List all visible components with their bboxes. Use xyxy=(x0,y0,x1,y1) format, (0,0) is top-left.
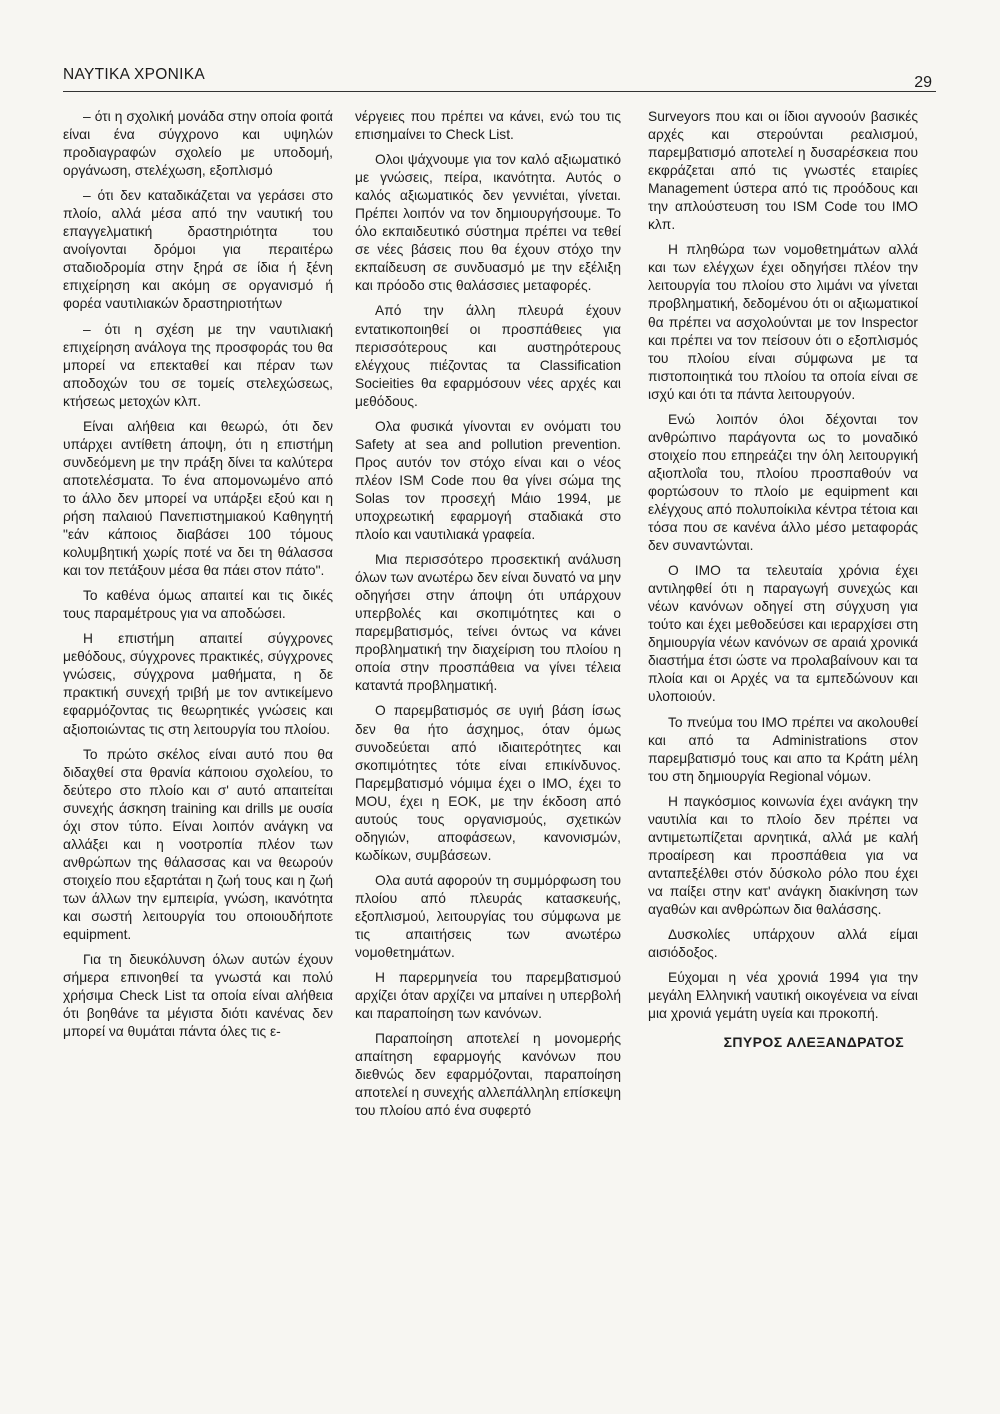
author-signature: ΣΠΥΡΟΣ ΑΛΕΞΑΝΔΡΑΤΟΣ xyxy=(723,1034,904,1051)
paragraph: – ότι δεν καταδικάζεται να γεράσει στο πλοίο, αλλά μέσα από την ναυτική του επαγγελματική δραστηριότητα του ανοίγονται δρόμοι για περαιτέρω σταδιοδρομία στην ξηρά σε ίδια ή ξένη επιχείρηση και ακόμη σε οργανισμό ή φορέα ναυτιλιακών δραστηριοτήτων xyxy=(63,188,333,312)
paragraph: – ότι η σχέση με την ναυτιλιακή επιχείρηση ανάλογα της προσφοράς του θα μπορεί να επεκταθεί και πέραν των αποδοχών του σε τομείς στελεχώσεως, κτήσεως μετοχών κλπ. xyxy=(63,321,333,409)
running-head: ΝΑΥΤΙΚΑ ΧΡΟΝΙΚΑ xyxy=(63,66,206,83)
paragraph: Η πληθώρα των νομοθετημάτων αλλά και των ελέγχων έχει οδηγήσει πλέον την λειτουργία του πλοίου στο λιμάνι να γίνεται προβληματική, δεδομένου ότι οι αξιωματικοί θα πρέπει να ασχολούνται με τον Inspector και πρέπει να τον πείσουν ότι ο εξοπλισμός του πλοίου είναι σύμφωνα με τα πιστοποιητικά του πλοίου τα οποία είναι σε ισχύ και ότι τα πάντα λειτουργούν. xyxy=(648,242,918,402)
column-3 xyxy=(648,108,918,1368)
paragraph: Ολα αυτά αφορούν τη συμμόρφωση του πλοίου από πλευράς κατασκευής, εξοπλισμού, λειτουργίας του σύμφωνα με τις απαιτήσεις των ανωτέρω νομοθετημάτων. xyxy=(355,872,621,961)
paragraph: Η παγκόσμιος κοινωνία έχει ανάγκη την ναυτιλία και το πλοίο δεν πρέπει να αντιμετωπίζεται αρνητικά, αλλά με καλή προαίρεση και προσπάθεια για να ανταπεξέλθει στόν δύσκολο ρόλο που έχει να παίξει στην κατ' ανάγκη διακίνηση των αγαθών και ανθρώπων δια θαλάσσης. xyxy=(648,793,918,917)
paragraph: Ενώ λοιπόν όλοι δέχονται τον ανθρώπινο παράγοντα ως το μοναδικό στοιχείο που επηρεάζει την όλη λειτουργική αξιοπλοΐα του, πλοίου προσπαθούν να φορτώσουν το πλοίο με equipment και ελέγχους από πολυποίκιλα κέντρα τέτοια και τόσα που σε κανένα άλλο μέσο μεταφοράς δεν συναντώνται. xyxy=(648,411,918,554)
paragraph: Η επιστήμη απαιτεί σύγχρονες μεθόδους, σύγχρονες πρακτικές, σύγχρονες γνώσεις, σύγχρονα μαθήματα, η δε πρακτική συνεχή τριβή με τον αντικείμενο εφαρμόζοντας τις θεωρητικές γνώσεις και αξιοποιώντας τις στη λειτουργία του πλοίου. xyxy=(63,631,333,737)
header-rule xyxy=(63,91,936,92)
paragraph: – ότι η σχολική μονάδα στην οποία φοιτά είναι ένα σύγχρονο και υψηλών προδιαγραφών σχολείο με υποδομή, οργάνωση, στελέχωση, εξοπλισμό xyxy=(63,109,333,179)
paragraph: Η παρερμηνεία του παρεμβατισμού αρχίζει όταν αρχίζει να μπαίνει η υπερβολή και παραποίηση των κανόνων. xyxy=(355,970,621,1022)
article-body xyxy=(63,108,936,1368)
paragraph: Από την άλλη πλευρά έχουν εντατικοποιηθεί οι προσπάθειες για περισσότερους και αυστηρότερους ελέγχους πιέζοντας τα Classification Socieities θα εφαρμόσουν νέες αρχές και μεθόδους. xyxy=(355,303,621,409)
paragraph: Surveyors που και οι ίδιοι αγνοούν βασικές αρχές και στερούνται ρεαλισμού, παρεμβατισμό αποτελεί η δυσαρέσκεια που εκφράζεται από τις γνωστές εταιρίες Management ύστερα από τις προόδους και την απλούστευση του ISM Code του ΙΜΟ κλπ. xyxy=(648,109,918,233)
paragraph: Παραποίηση αποτελεί η μονομερής απαίτηση εφαρμογής κανόνων που διεθνώς δεν εφαρμόζονται, παραποίηση αποτελεί η συνεχής αλλεπάλληλη επίσκεψη του πλοίου από ένα συφερτό xyxy=(355,1031,621,1119)
paragraph: νέργειες που πρέπει να κάνει, ενώ του τις επισημαίνει το Check List. xyxy=(355,109,621,143)
paragraph: Ολα φυσικά γίνονται εν ονόματι του Safety at sea and pollution prevention. Προς αυτόν τον στόχο είναι και ο νέος πλέον ISM Code που θα γίνει σώμα της Solas τον προσεχή Μάιο 1994, με υποχρεωτική εφαρμογή σταδιακά στο πλοίο και ναυτιλιακά γραφεία. xyxy=(355,418,621,543)
paragraph: Δυσκολίες υπάρχουν αλλά είμαι αισιόδοξος. xyxy=(648,927,918,961)
paragraph: Εύχομαι η νέα χρονιά 1994 για την μεγάλη Ελληνική ναυτική οικογένεια να είναι μια χρονιά γεμάτη υγεία και προκοπή. xyxy=(648,970,918,1022)
paragraph: Μια περισσότερο προσεκτική ανάλυση όλων των ανωτέρω δεν είναι δυνατό να μην οδηγήσει στην άποψη ότι υπάρχουν υπερβολές και σκοπιμότητες και ο παρεμβατισμός, τείνει όντως να κάνει προβληματική την διαχείριση του πλοίου η οποία στην προσπάθεια να γίνει τέλεια καταντά προβληματική. xyxy=(355,552,621,694)
page-number: 29 xyxy=(914,74,932,91)
paragraph: Ο ΙΜΟ τα τελευταία χρόνια έχει αντιληφθεί ότι η παραγωγή συνεχώς και νέων κανόνων οδηγεί στη σύγχυση για τούτο και έχει μεθοδεύσει και ιεραρχίσει στη δημιουργία νέων κανόνων σε αραιά χρονικά διαστήμα έτσι ώστε να προλαβαίνουν και τα πλοία και οι Αρχές να τα εμπεδώνουν και υλοποιούν. xyxy=(648,563,918,705)
paragraph: Είναι αλήθεια και θεωρώ, ότι δεν υπάρχει αντίθετη άποψη, ότι η επιστήμη συνδεόμενη με την πράξη δίνει τα καλύτερα αποτελέσματα. Το ένα απομονωμένο από το άλλο δεν μπορεί να υπάρξει εξού και η ρήση παλαιού Πανεπιστημιακού Καθηγητή "εάν κάποιος διαβάσει 100 τόμους κολυμβητική χωρίς ποτέ να δει τη θάλασσα και τον πετάξουν μέσα θα πάει στον πάτο". xyxy=(63,418,333,579)
paragraph: Το πρώτο σκέλος είναι αυτό που θα διδαχθεί στα θρανία κάποιου σχολείου, το δεύτερο στο πλοίο και σ' αυτό απαιτείται συνεχής άσκηση training και drills με ουσία όχι στον τύπο. Είναι λοιπόν ανάγκη να αλλάξει και η νοοτροπία πλέον των ανθρώπων της θάλασσας και να θεωρούν στοιχείο που εξαρτάται η ζωή τους και η ζωή των άλλων την εμπειρία, γνώση, ικανότητα και σωστή λειτουργία του οποιουδήποτε equipment. xyxy=(63,746,333,943)
paragraph: Για τη διευκόλυνση όλων αυτών έχουν σήμερα επινοηθεί τα γνωστά και πολύ χρήσιμα Check List τα οποία είναι αλήθεια ότι βοηθάνε τα μέγιστα διότι κανένας δεν μπορεί να θυμάται πάντα όλες τις ε- xyxy=(63,952,333,1040)
paragraph: Το καθένα όμως απαιτεί και τις δικές τους παραμέτρους για να αποδώσει. xyxy=(63,588,333,622)
paragraph: Ολοι ψάχνουμε για τον καλό αξιωματικό με γνώσεις, πείρα, ικανότητα. Αυτός ο καλός αξιωματικός δεν γεννιέται, γίνεται. Πρέπει λοιπόν να τον δημιουργήσουμε. Το όλο εκπαιδευτικό σύστημα πρέπει να τεθεί σε νέες βάσεις που θα έχουν στόχο την εκπαίδευση σε συνδυασμό με την εξέλιξη και πρόοδο στις θαλάσσιες μεταφορές. xyxy=(355,152,621,294)
column-2 xyxy=(355,108,621,1368)
column-1 xyxy=(63,108,333,1368)
paragraph: Το πνεύμα του ΙΜΟ πρέπει να ακολουθεί και από τα Administrations στον παρεμβατισμό τους και απο τα Κράτη μέλη του στη δημιουργία Regional νόμων. xyxy=(648,714,918,784)
paragraph: Ο παρεμβατισμός σε υγιή βάση ίσως δεν θα ήτο άσχημος, όταν όμως συνοδεύεται από ιδιαιτερότητες και σκοπιμότητες τότε είναι επικίνδυνος. Παρεμβατισμό νόμιμα έχει ο ΙΜΟ, έχει το MOU, έχει η ΕΟΚ, με την έκδοση από αυτούς τους οργανισμούς, σχετικών οδηγιών, αποφάσεων, κανονισμών, κωδίκων, συμβάσεων. xyxy=(355,703,621,863)
